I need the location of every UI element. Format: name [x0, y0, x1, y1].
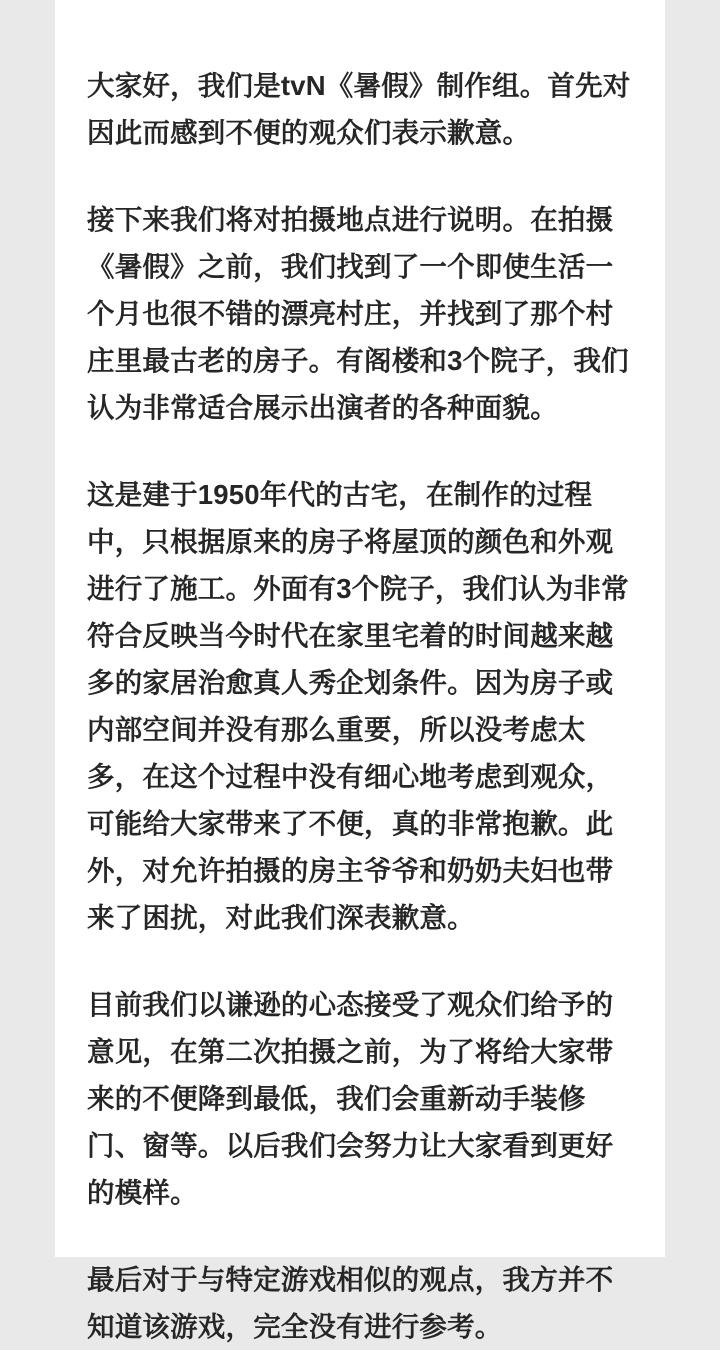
statement-sheet: [55, 0, 665, 1342]
paragraph: 这是建于1950年代的古宅，在制作的过程中，只根据原来的房子将屋顶的颜色和外观进行了施工。外面有3个院子，我们认为非常符合反映当今时代在家里宅着的时间越来越多的家居治愈真人秀企划条件。因为房子或内部空间并没有那么重要，所以没考虑太多，在这个过程中没有细心地考虑到观众，可能给大家带来了不便，真的非常抱歉。此外，对允许拍摄的房主爷爷和奶奶夫妇也带来了困扰，对此我们深表歉意。: [87, 479, 629, 933]
paragraph: 最后对于与特定游戏相似的观点，我方并不知道该游戏，完全没有进行参考。: [87, 1264, 614, 1342]
paragraph: 大家好，我们是tvN《暑假》制作组。首先对因此而感到不便的观众们表示歉意。: [87, 70, 631, 148]
paragraph: 目前我们以谦逊的心态接受了观众们给予的意见，在第二次拍摄之前，为了将给大家带来的不便降到最低，我们会重新动手装修门、窗等。以后我们会努力让大家看到更好的模样。: [87, 989, 614, 1208]
paragraph: 接下来我们将对拍摄地点进行说明。在拍摄《暑假》之前，我们找到了一个即使生活一个月也很不错的漂亮村庄，并找到了那个村庄里最古老的房子。有阁楼和3个院子，我们认为非常适合展示出演者的各种面貌。: [87, 204, 629, 423]
statement-body: [87, 62, 633, 1350]
